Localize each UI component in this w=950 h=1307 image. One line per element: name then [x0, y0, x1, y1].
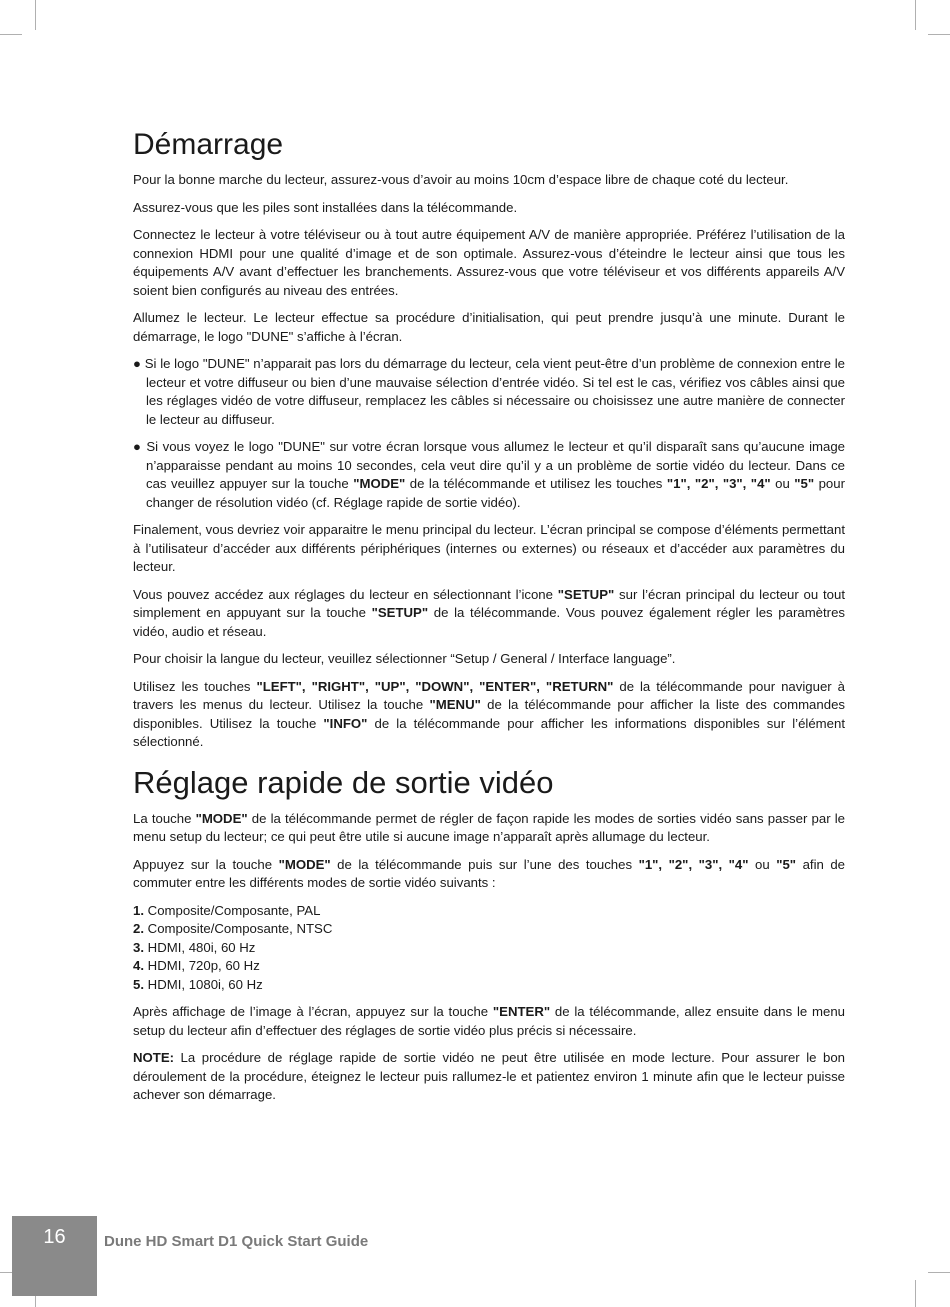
section-title-reglage: Réglage rapide de sortie vidéo — [133, 764, 554, 800]
mode-text: Composite/Composante, PAL — [144, 902, 321, 918]
paragraph — [133, 810, 845, 847]
section-title-demarrage: Démarrage — [133, 128, 284, 161]
paragraph: Finalement, vous devriez voir apparaitre le menu principal du lecteur. L’écran principal se compose d’éléments permettant à l’utilisateur d’accéder aux différents périphériques (internes ou externes) ou réseaux et d’accéder aux paramètres du lecteur. — [133, 522, 845, 574]
key-label: "MENU" — [429, 697, 481, 712]
paragraph — [133, 586, 845, 642]
key-label: "MODE" — [195, 810, 248, 826]
text: de la télécommande permet de régler de façon rapide les modes de sorties vidéo sans passer par le menu setup du lecteur; ce qui peut être utile si aucune image n’apparaît après allumage du lecteur. — [133, 810, 845, 845]
text: Utilisez les touches — [133, 678, 257, 694]
mode-item — [133, 920, 845, 939]
mode-number: 2. — [133, 921, 144, 937]
text: de la télécommande, allez ensuite dans le menu setup du lecteur afin d’effectuer des réglages de sortie vidéo plus précis si nécessaire. — [133, 1004, 845, 1038]
paragraph — [133, 1003, 845, 1040]
key-label: "SETUP" — [557, 586, 615, 602]
text: afin de commuter entre les différents modes de sortie vidéo suivants : — [133, 856, 846, 891]
text: La touche — [133, 810, 196, 826]
mode-text: HDMI, 480i, 60 Hz — [144, 939, 256, 955]
key-label: "ENTER" — [492, 1004, 551, 1020]
crop-mark — [928, 1272, 950, 1273]
crop-mark — [928, 34, 950, 35]
text: Appuyez sur la touche — [133, 856, 279, 872]
note-paragraph — [133, 1049, 845, 1105]
text: de la télécommande. Vous pouvez également régler les paramètres vidéo, audio et réseau. — [133, 605, 845, 639]
footer-title: Dune HD Smart D1 Quick Start Guide — [104, 1233, 369, 1250]
paragraph — [133, 678, 845, 752]
bullet-item — [133, 438, 845, 512]
paragraph — [133, 856, 845, 893]
paragraph: Allumez le lecteur. Le lecteur effectue sa procédure d’initialisation, qui peut prendre jusqu’à une minute. Durant le démarrage, le logo "DUNE" s’affiche à l’écran. — [133, 310, 845, 344]
note-text: La procédure de réglage rapide de sortie vidéo ne peut être utilisée en mode lecture. Pour assurer le bon déroulement de la procédure, éteignez le lecteur puis rallumez-le et patientez environ 1 minute afin que le lecteur puisse achever son démarrage. — [133, 1050, 845, 1103]
bullet-list — [133, 355, 845, 512]
text: de la télécommande et utilisez les touches — [405, 476, 667, 491]
text: de la télécommande pour naviguer à travers les menus du lecteur. Utilisez la touche — [133, 678, 845, 712]
text: de la télécommande pour afficher les informations disponibles sur l’élément sélectionné. — [133, 715, 845, 749]
text: ou — [748, 856, 777, 872]
mode-text: HDMI, 720p, 60 Hz — [144, 958, 260, 974]
mode-item — [133, 976, 845, 995]
paragraph: Pour choisir la langue du lecteur, veuillez sélectionner “Setup / General / Interface language”. — [133, 651, 676, 666]
key-label: "SETUP" — [371, 605, 429, 620]
key-label: "5" — [794, 476, 815, 491]
key-label: "INFO" — [323, 715, 368, 731]
page-content — [133, 128, 845, 1114]
text: sur l’écran principal du lecteur ou tout simplement en appuyant sur la touche — [133, 586, 846, 620]
page-number: 16 — [43, 1226, 66, 1248]
mode-number: 5. — [133, 976, 144, 992]
key-label: "MODE" — [353, 476, 406, 491]
key-label: "1", "2", "3", "4" — [666, 476, 771, 491]
text: ● Si vous voyez le logo "DUNE" sur votre écran lorsque vous allumez le lecteur et qu’il disparaît sans qu’aucune image n’apparaisse pendant au moins 10 secondes, cela veut dire qu’il y a un problème de sortie vidéo du lecteur. Dans ce cas veuillez appuyer sur la touche — [133, 439, 845, 491]
key-label: "LEFT", "RIGHT", "UP", "DOWN", "ENTER", "RETURN" — [256, 678, 614, 694]
paragraph: Assurez-vous que les piles sont installées dans la télécommande. — [133, 199, 518, 215]
mode-item — [133, 902, 845, 921]
text: de la télécommande pour afficher la liste des commandes disponibles. Utilisez la touche — [133, 697, 845, 731]
mode-list — [133, 902, 845, 995]
mode-text: HDMI, 1080i, 60 Hz — [144, 976, 263, 992]
crop-mark — [35, 0, 36, 30]
paragraph: Connectez le lecteur à votre téléviseur ou à tout autre équipement A/V de manière appropriée. Préférez l’utilisation de la connexion HDMI pour une qualité d’image et de son optimale. Assurez-vous d’éteindre le lecteur ainsi que tous les équipements A/V avant d’effectuer les branchements. Assurez-vous que votre téléviseur et vos différents appareils A/V soient bien configurés au niveau des entrées. — [133, 227, 845, 298]
mode-number: 4. — [133, 958, 144, 974]
note-label: NOTE: — [133, 1050, 175, 1066]
crop-mark — [915, 1280, 916, 1307]
mode-item — [133, 939, 845, 958]
key-label: "5" — [776, 856, 797, 872]
key-label: "MODE" — [278, 856, 331, 872]
crop-mark — [0, 34, 22, 35]
text: Vous pouvez accédez aux réglages du lecteur en sélectionnant l’icone — [133, 586, 558, 602]
key-label: "1", "2", "3", "4" — [638, 856, 749, 872]
mode-number: 1. — [133, 902, 144, 918]
crop-mark — [915, 0, 916, 30]
mode-item — [133, 957, 845, 976]
text: Après affichage de l’image à l’écran, appuyez sur la touche — [133, 1004, 493, 1020]
paragraph: Pour la bonne marche du lecteur, assurez-vous d’avoir au moins 10cm d’espace libre de chaque coté du lecteur. — [133, 172, 789, 187]
text: de la télécommande puis sur l’une des touches — [330, 856, 639, 872]
mode-text: Composite/Composante, NTSC — [144, 921, 333, 937]
mode-number: 3. — [133, 939, 144, 955]
text: pour changer de résolution vidéo (cf. Réglage rapide de sortie vidéo). — [146, 476, 845, 510]
text: ou — [770, 476, 795, 491]
bullet-item: ● Si le logo "DUNE" n’apparait pas lors du démarrage du lecteur, cela vient peut-être d’un problème de connexion entre le lecteur et votre diffuseur ou bien d’une mauvaise sélection d’entrée vidéo. Si tel est le cas, vérifiez vos câbles ainsi que les réglages vidéo de votre diffuseur, remplacez les câbles si nécessaire ou choisissez une autre manière de connecter le lecteur au diffuseur. — [133, 356, 845, 427]
